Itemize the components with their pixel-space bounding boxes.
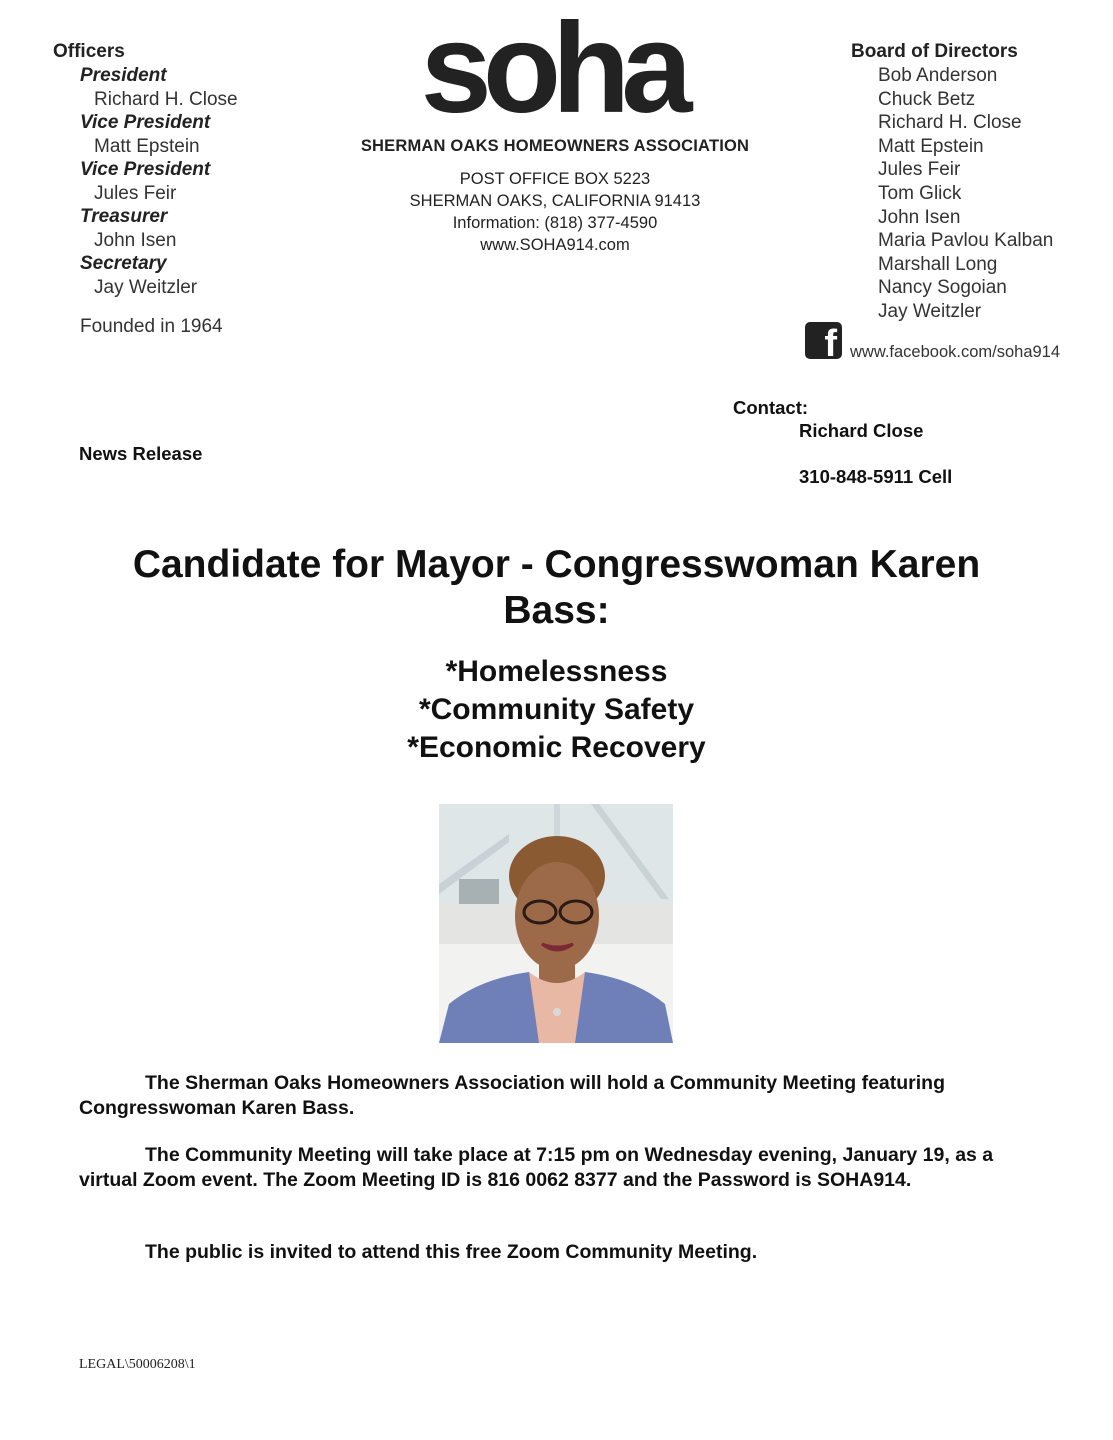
board-member: Nancy Sogoian	[878, 277, 1007, 299]
board-member: Richard H. Close	[878, 112, 1022, 134]
topic-item: *Economic Recovery	[407, 731, 706, 764]
board-member: John Isen	[878, 206, 961, 228]
officer-name: Jay Weitzler	[94, 276, 198, 298]
association-name: SHERMAN OAKS HOMEOWNERS ASSOCIATION	[360, 137, 750, 155]
contact-phone: 310-848-5911 Cell	[799, 466, 953, 487]
officers-heading: Officers	[53, 41, 125, 62]
facebook-row	[805, 322, 1105, 365]
founded-year: Founded in 1964	[80, 316, 223, 337]
officer-role: Vice President	[80, 159, 211, 180]
board-member: Matt Epstein	[878, 135, 984, 157]
officer-role: Secretary	[80, 253, 167, 274]
candidate-photo	[439, 804, 673, 1043]
address-line-2: SHERMAN OAKS, CALIFORNIA 91413	[409, 192, 701, 210]
topics-list	[80, 653, 1033, 767]
body-paragraph	[79, 1240, 1034, 1265]
contact-label: Contact:	[733, 397, 809, 418]
board-heading: Board of Directors	[851, 41, 1018, 62]
officer-name: John Isen	[94, 229, 177, 251]
board-member: Maria Pavlou Kalban	[878, 230, 1054, 252]
board-member: Chuck Betz	[878, 88, 976, 110]
facebook-link[interactable]: www.facebook.com/soha914	[850, 343, 1061, 361]
officer-role: Treasurer	[80, 206, 168, 227]
officer-role: President	[80, 65, 167, 86]
headline: Candidate for Mayor - Congresswoman Karen Bass:	[132, 543, 981, 632]
letterhead	[340, 0, 770, 256]
news-release-label: News Release	[79, 443, 203, 464]
board-member: Tom Glick	[878, 182, 962, 204]
topic-item: *Homelessness	[445, 655, 668, 688]
board-member: Jules Feir	[878, 159, 961, 181]
website-link[interactable]: www.SOHA914.com	[480, 236, 630, 254]
board-column	[851, 40, 1101, 324]
legal-reference: LEGAL\50006208\1	[79, 1357, 196, 1372]
body-paragraph	[79, 1143, 1034, 1193]
officers-column	[53, 40, 313, 339]
facebook-icon[interactable]: f	[805, 322, 842, 359]
address-line-1: POST OFFICE BOX 5223	[459, 170, 651, 188]
topic-item: *Community Safety	[418, 693, 695, 726]
information-phone: Information: (818) 377-4590	[452, 214, 658, 232]
address-block	[340, 168, 770, 256]
paragraph-text: The Sherman Oaks Homeowners Association will hold a Community Meeting featuring Congresswoman Karen Bass.	[79, 1072, 945, 1119]
paragraph-text: The public is invited to attend this free Zoom Community Meeting.	[145, 1241, 758, 1263]
board-member: Bob Anderson	[878, 65, 998, 86]
paragraph-text: The Community Meeting will take place at 7:15 pm on Wednesday evening, January 19, as a virtual Zoom event. The Zoom Meeting ID is 816 0062 8377 and the Password is SOHA914.	[79, 1144, 994, 1191]
officer-role: Vice President	[80, 112, 211, 133]
officer-name: Matt Epstein	[94, 135, 200, 157]
soha-logo: soha	[420, 0, 684, 140]
board-member: Marshall Long	[878, 253, 998, 275]
board-member: Jay Weitzler	[878, 300, 982, 322]
officer-name: Jules Feir	[94, 182, 177, 204]
body-paragraph	[79, 1071, 1034, 1121]
officer-name: Richard H. Close	[94, 88, 238, 110]
contact-name: Richard Close	[799, 420, 924, 441]
